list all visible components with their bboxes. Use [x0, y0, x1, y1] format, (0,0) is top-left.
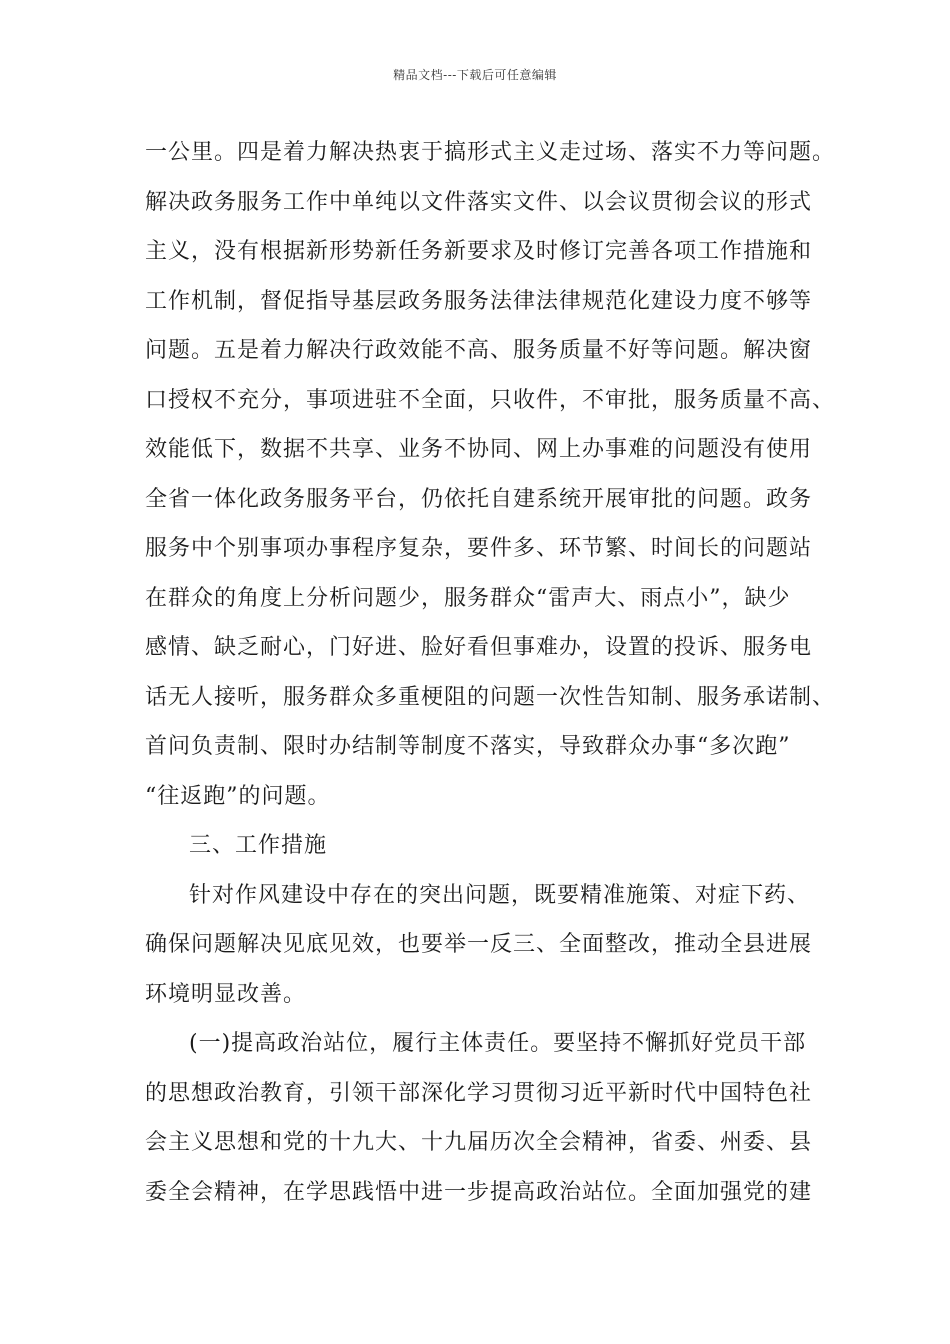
text-line: 主义，没有根据新形势新任务新要求及时修订完善各项工作措施和: [145, 239, 813, 264]
text-line: 感情、缺乏耐心，门好进、脸好看但事难办，设置的投诉、服务电: [145, 635, 813, 660]
text-line: 的思想政治教育，引领干部深化学习贯彻习近平新时代中国特色社: [145, 1080, 813, 1106]
section-heading: 三、工作措施: [189, 833, 328, 858]
text-line: 环境明显改善。: [145, 981, 307, 1007]
text-line: 针对作风建设中存在的突出问题，既要精准施策、对症下药、: [189, 882, 811, 908]
text-line: 口授权不充分，事项进驻不全面，只收件，不审批，服务质量不高、: [145, 387, 836, 413]
text-line: 全省一体化政务服务平台，仍依托自建系统开展审批的问题。政务: [145, 486, 813, 512]
text-line: 会主义思想和党的十九大、十九届历次全会精神，省委、州委、县: [145, 1130, 813, 1155]
text-line: 话无人接听，服务群众多重梗阻的问题一次性告知制、服务承诺制、: [145, 684, 836, 710]
page-header: 精品文档---下载后可任意编辑: [393, 68, 557, 82]
text-line: 一公里。四是着力解决热衷于搞形式主义走过场、落实不力等问题。: [145, 140, 836, 165]
text-line: 首问负责制、限时办结制等制度不落实，导致群众办事“多次跑”: [145, 734, 791, 759]
text-line: 效能低下，数据不共享、业务不协同、网上办事难的问题没有使用: [145, 437, 813, 462]
document-body: [145, 128, 845, 1217]
text-line: 确保问题解决见底见效，也要举一反三、全面整改，推动全县进展: [145, 932, 813, 957]
text-line: 委全会精神，在学思践悟中进一步提高政治站位。全面加强党的建: [145, 1179, 813, 1205]
text-line: “往返跑”的问题。: [145, 783, 331, 809]
text-line: 在群众的角度上分析问题少，服务群众“雷声大、雨点小”，缺少: [145, 585, 791, 611]
text-line: 工作机制，督促指导基层政务服务法律法律规范化建设力度不够等: [145, 288, 813, 314]
subsection-line: (一)提高政治站位，履行主体责任。要坚持不懈抓好党员干部: [189, 1031, 807, 1056]
text-line: 服务中个别事项办事程序复杂，要件多、环节繁、时间长的问题站: [145, 536, 813, 561]
text-line: 问题。五是着力解决行政效能不高、服务质量不好等问题。解决窗: [145, 338, 813, 363]
text-line: 解决政务服务工作中单纯以文件落实文件、以会议贯彻会议的形式: [145, 189, 813, 215]
